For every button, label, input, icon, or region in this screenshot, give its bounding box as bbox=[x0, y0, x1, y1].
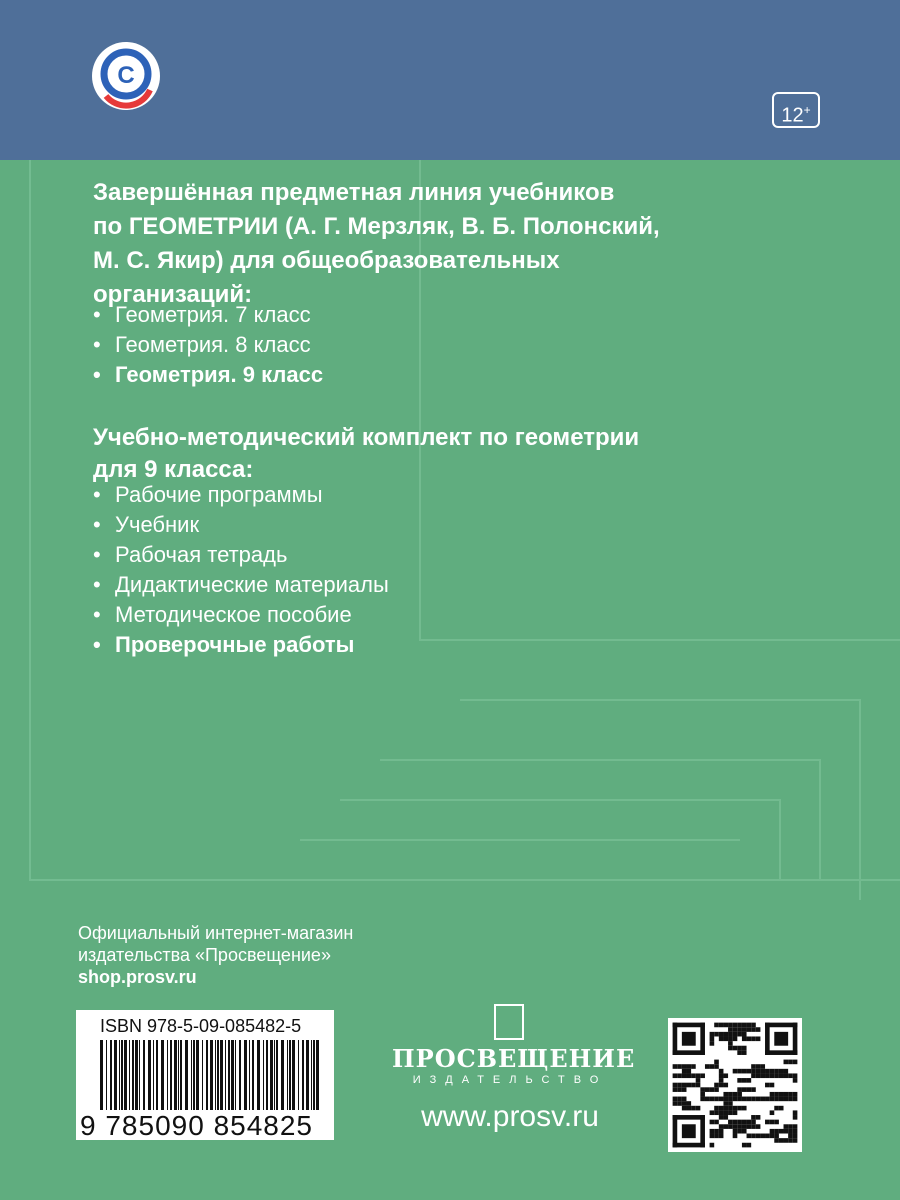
svg-text:C: C bbox=[117, 62, 135, 89]
isbn-barcode-box bbox=[76, 1010, 334, 1140]
intro-line: М. С. Якир) для общеобразовательных bbox=[93, 247, 560, 274]
age-rating: 12 bbox=[781, 104, 804, 127]
list-item: • Рабочая тетрадь bbox=[93, 540, 389, 570]
qr-code-icon[interactable] bbox=[668, 1018, 802, 1152]
series-description bbox=[93, 176, 853, 312]
intro-line: по ГЕОМЕТРИИ (А. Г. Мерзляк, В. Б. Полонский, bbox=[93, 213, 660, 240]
kit-line: Учебно-методический комплект по геометрии bbox=[93, 424, 640, 451]
kit-list bbox=[93, 480, 389, 660]
shop-line: издательства «Просвещение» bbox=[78, 945, 331, 965]
list-item: • Методическое пособие bbox=[93, 600, 389, 630]
publisher-url[interactable]: www.prosv.ru bbox=[421, 1100, 599, 1133]
publisher-block bbox=[392, 1004, 636, 1144]
publisher-subtitle: ИЗДАТЕЛЬСТВО bbox=[412, 1074, 608, 1086]
list-item: • Проверочные работы bbox=[93, 630, 389, 660]
intro-line: организаций: bbox=[93, 281, 253, 308]
list-item: • Дидактические материалы bbox=[93, 570, 389, 600]
list-item: • Геометрия. 8 класс bbox=[93, 330, 323, 360]
kit-heading bbox=[93, 422, 853, 486]
publisher-mark-icon bbox=[494, 1004, 524, 1040]
series-book-list bbox=[93, 300, 323, 390]
list-item: • Учебник bbox=[93, 510, 389, 540]
shop-line: Официальный интернет-магазин bbox=[78, 923, 354, 943]
list-item: • Геометрия. 9 класс bbox=[93, 360, 323, 390]
shop-link[interactable]: shop.prosv.ru bbox=[78, 967, 197, 987]
barcode-icon bbox=[100, 1040, 322, 1110]
kit-line: для 9 класса: bbox=[93, 456, 254, 483]
list-item: • Геометрия. 7 класс bbox=[93, 300, 323, 330]
isbn-label: ISBN 978-5-09-085482-5 bbox=[100, 1016, 302, 1036]
age-plus: + bbox=[803, 103, 811, 117]
intro-line: Завершённая предметная линия учебников bbox=[93, 179, 615, 206]
shop-info bbox=[78, 922, 353, 988]
age-rating-badge bbox=[772, 92, 820, 128]
publisher-name: ПРОСВЕЩЕНИЕ bbox=[392, 1044, 636, 1073]
list-item: • Рабочие программы bbox=[93, 480, 389, 510]
isbn-digits: 9 785090 854825 bbox=[80, 1110, 313, 1141]
publisher-logo-icon bbox=[90, 40, 162, 112]
